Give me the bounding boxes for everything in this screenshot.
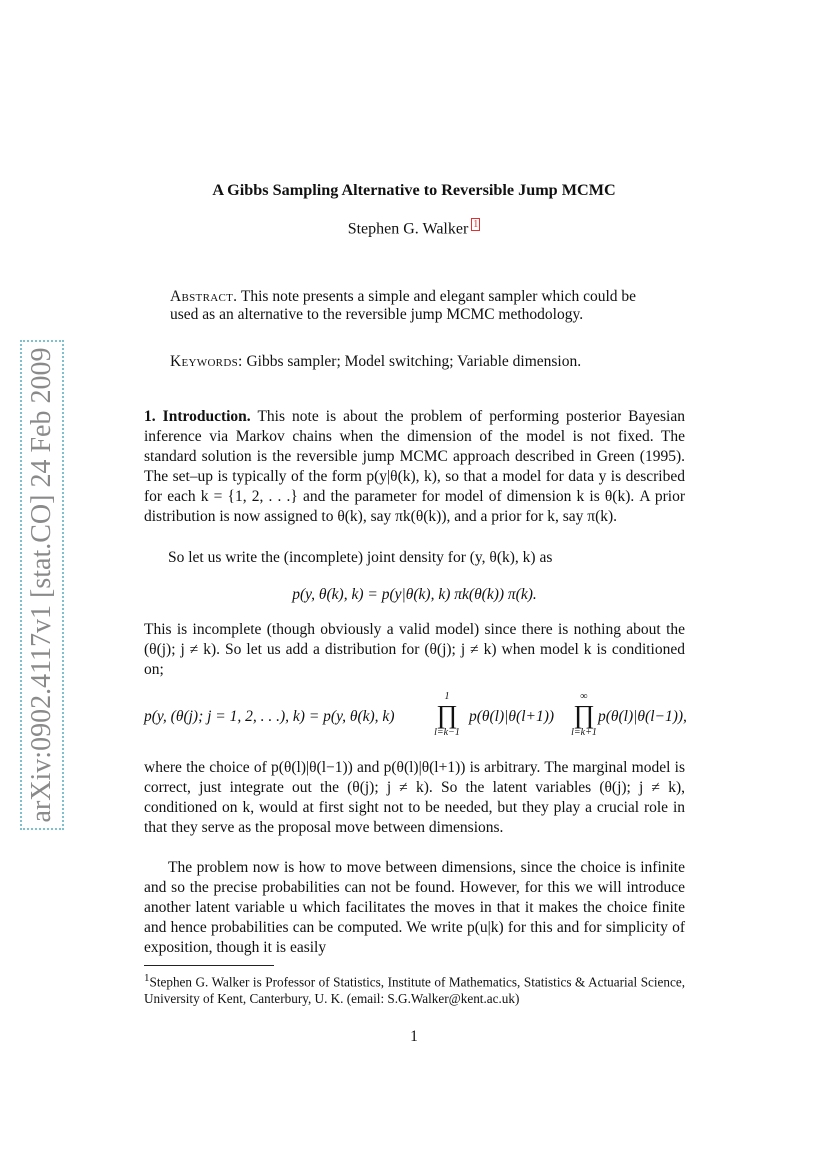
product-symbol-1: 1 ∏ l=k−1 — [427, 692, 467, 738]
footnote — [144, 970, 685, 1007]
keywords — [170, 353, 666, 371]
product-2-upper: ∞ — [580, 691, 588, 702]
abstract — [170, 288, 666, 324]
abstract-text: This note presents a simple and elegant sampler which could be used as an alternative to the reversible jump MCMC methodology. — [170, 288, 637, 323]
page-number: 1 — [410, 1028, 418, 1045]
arxiv-stamp[interactable] — [20, 340, 64, 830]
product-1-lower: l=k−1 — [434, 727, 460, 738]
keywords-label: Keywords: — [170, 353, 243, 370]
author-name: Stephen G. Walker — [347, 220, 469, 238]
equation-term-1: p(θ(l)|θ(l+1)) — [469, 708, 555, 725]
intro-paragraph-2: So let us write the (incomplete) joint density for (y, θ(k), k) as — [168, 549, 553, 566]
intro-paragraph-4: where the choice of p(θ(l)|θ(l−1)) and p(θ(l)|θ(l+1)) is arbitrary. The marginal model is correct, just integrate out the (θ(j); j ≠ k). So the latent variables (θ(j); j ≠ k), conditioned on k, would at first sight not to be needed, but they play a crucial role in that they serve as the proposal move between dimensions. — [144, 759, 685, 837]
intro-paragraph-1 — [144, 407, 685, 528]
product-2-lower: l=k+1 — [571, 727, 597, 738]
intro-paragraph-3: This is incomplete (though obviously a valid model) since there is nothing about the (θ(j); j ≠ k). So let us add a distribution for (θ(j); j ≠ k) when model k is conditioned on; — [144, 621, 685, 679]
footnote-rule — [144, 965, 274, 966]
footnote-mark: 1 — [144, 972, 150, 984]
equation-term-2: p(θ(l)|θ(l−1)), — [598, 708, 687, 725]
author-line — [0, 218, 828, 238]
equation-joint-density: p(y, θ(k), k) = p(y|θ(k), k) πk(θ(k)) π(k). — [292, 586, 537, 603]
footnote-text: Stephen G. Walker is Professor of Statistics, Institute of Mathematics, Statistics & Actuarial Science, University of Kent, Canterbury, U. K. (email: S.G.Walker@kent.ac.uk) — [144, 974, 685, 1007]
abstract-label: Abstract. — [170, 288, 238, 305]
product-symbol-2: ∞ ∏ l=k+1 — [564, 692, 604, 738]
product-1-upper: 1 — [444, 691, 450, 702]
section-heading: 1. Introduction. — [144, 408, 251, 425]
equation-lhs: p(y, (θ(j); j = 1, 2, . . .), k) = p(y, θ(k), k) — [144, 708, 395, 725]
arxiv-identifier[interactable]: arXiv:0902.4117v1 [stat.CO] 24 Feb 2009 — [26, 347, 57, 823]
equation-extended-density — [144, 691, 687, 744]
keywords-text: Gibbs sampler; Model switching; Variable dimension. — [246, 353, 582, 370]
footnote-link[interactable]: 1 — [473, 219, 479, 230]
intro-text-1: This note is about the problem of performing posterior Bayesian inference via Markov chains when the dimension of the model is not fixed. The standard solution is the reversible jump MCMC approach described in Green (1995). The set–up is typically of the form p(y|θ(k), k), so that a model for data y is described for each k = {1, 2, . . .} and the parameter for model of dimension k is θ(k). A prior distribution is now assigned to θ(k), say πk(θ(k)), and a prior for k, say π(k). — [144, 408, 685, 526]
intro-paragraph-5: The problem now is how to move between dimensions, since the choice is infinite and so the precise probabilities can not be found. However, for this we will introduce another latent variable u which facilitates the moves in that it makes the choice finite and hence probabilities can be computed. We write p(u|k) for this and for simplicity of exposition, though it is easily — [144, 859, 685, 957]
paper-title: A Gibbs Sampling Alternative to Reversible Jump MCMC — [212, 181, 616, 199]
